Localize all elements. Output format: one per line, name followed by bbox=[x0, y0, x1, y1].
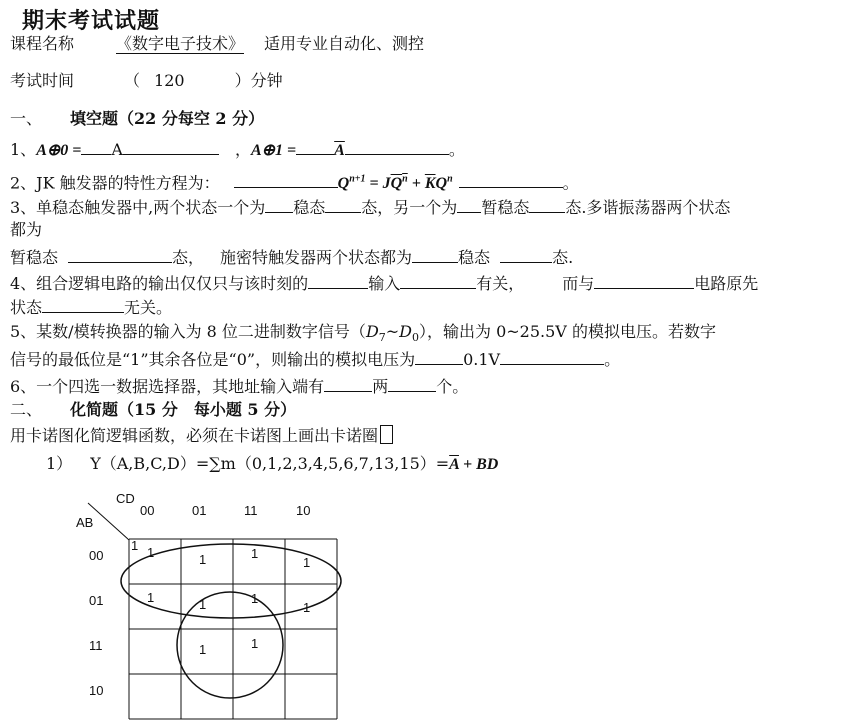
kmap-cell-value: 1 bbox=[251, 591, 259, 606]
kmap-row-label: 10 bbox=[89, 683, 104, 698]
q2-text: 2、JK 触发器的特性方程为： bbox=[10, 173, 220, 193]
q1-prefix: 1、 bbox=[10, 140, 37, 159]
kmap-col-label: 10 bbox=[296, 503, 311, 518]
q1-answer1: A bbox=[111, 140, 123, 159]
kmap-cell-value: 1 bbox=[199, 597, 207, 612]
kmap-row-label: 00 bbox=[89, 548, 104, 563]
section2-intro: 用卡诺图化简逻辑函数，必须在卡诺图上画出卡诺圈 bbox=[10, 425, 393, 447]
kmap-row-label: 01 bbox=[89, 593, 104, 608]
kmap-cell-value: 1 bbox=[303, 600, 311, 615]
section1-number: 一、 bbox=[10, 109, 43, 128]
question-6: 6、一个四选一数据选择器，其地址输入端有 两 个。 bbox=[10, 374, 468, 398]
question-3-line3: 暂稳态 态， 施密特触发器两个状态都为 稳态 态. bbox=[10, 245, 573, 269]
applicable-majors: 适用专业自动化、测控 bbox=[264, 34, 425, 53]
kmap-row-label: 11 bbox=[89, 638, 103, 653]
kmap-cell-value: 1 bbox=[147, 545, 155, 560]
q1-expr1: A⊕0 = bbox=[36, 142, 82, 159]
time-label: 考试时间 bbox=[10, 71, 75, 90]
q2-equation: $Q^{n+1} = JQ^n + \overline{K}Q^n$ bbox=[337, 174, 453, 193]
kmap-row-var: AB bbox=[76, 515, 94, 530]
question-3-line1: 3、单稳态触发器中,两个状态一个为 稳态 态，另一个为 暂稳态 态.多谐振荡器两个状态 bbox=[10, 195, 730, 219]
course-name: 《数字电子技术》 bbox=[116, 34, 245, 53]
kmap-cell-value: 1 bbox=[199, 552, 207, 567]
kmap-loop-circle bbox=[177, 592, 283, 698]
kmap-col-label: 01 bbox=[192, 503, 207, 518]
kmap-cell-value: 1 bbox=[251, 636, 259, 651]
q2-end: 。 bbox=[562, 173, 579, 193]
kmap-cell-value: 1 bbox=[147, 590, 155, 605]
exam-title: 期末考试试题 bbox=[22, 8, 161, 34]
time-open: （ bbox=[124, 71, 141, 90]
section2-number: 二、 bbox=[10, 400, 43, 419]
question-5-line2: 信号的最低位是“1”其余各位是“0”，则输出的模拟电压为 0.1V 。 bbox=[10, 347, 620, 371]
kmap-col-var: CD bbox=[116, 491, 135, 506]
section1-title: 填空题（22 分每空 2 分） bbox=[70, 109, 265, 128]
question-5-line1: 5、某数/模转换器的输入为 8 位二进制数字信号$(D_7\sim D_0)$，输出为 0~25.5V 的模拟电压。若数字 bbox=[10, 322, 716, 345]
question-4-line2: 状态 无关。 bbox=[10, 295, 172, 319]
kmap-col-label: 11 bbox=[244, 503, 258, 518]
question-3-line2: 都为 bbox=[10, 220, 43, 239]
time-value: 120 bbox=[154, 71, 185, 90]
q1-expr2: A⊕1 = bbox=[250, 142, 297, 159]
p1-answer-rest: + BD bbox=[458, 456, 499, 473]
time-close: ）分钟 bbox=[234, 71, 283, 90]
kmap-corner-diagonal bbox=[88, 503, 129, 540]
q5-answer: 0.1V bbox=[463, 350, 501, 369]
p1-answer-a: $\overline{A}$ bbox=[449, 456, 459, 473]
course-label: 课程名称 bbox=[10, 34, 75, 53]
kmap-cell-value: 1 bbox=[303, 555, 311, 570]
problem-1: 1） $Y(A,B,C,D)=\sum m(0,1,2,3,4,5,6,7,13,15)=\overline{A}$ + BD bbox=[46, 454, 499, 473]
section2-title: 化简题（15 分 每小题 5 分） bbox=[70, 400, 297, 419]
q1-end: 。 bbox=[448, 140, 465, 159]
kmap-cell-value: 1 bbox=[131, 538, 139, 553]
q1-sep: ， bbox=[234, 140, 251, 159]
kmap-cell-value: 1 bbox=[199, 642, 207, 657]
question-4-line1: 4、组合逻辑电路的输出仅仅只与该时刻的 输入 有关， 而与 电路原先 bbox=[10, 271, 758, 295]
kmap-cell-value: 1 bbox=[251, 546, 259, 561]
kmap-col-label: 00 bbox=[140, 503, 155, 518]
q1-answer2: $\overline{A}$ bbox=[334, 142, 345, 159]
kmap-loop-ellipse bbox=[121, 544, 341, 618]
